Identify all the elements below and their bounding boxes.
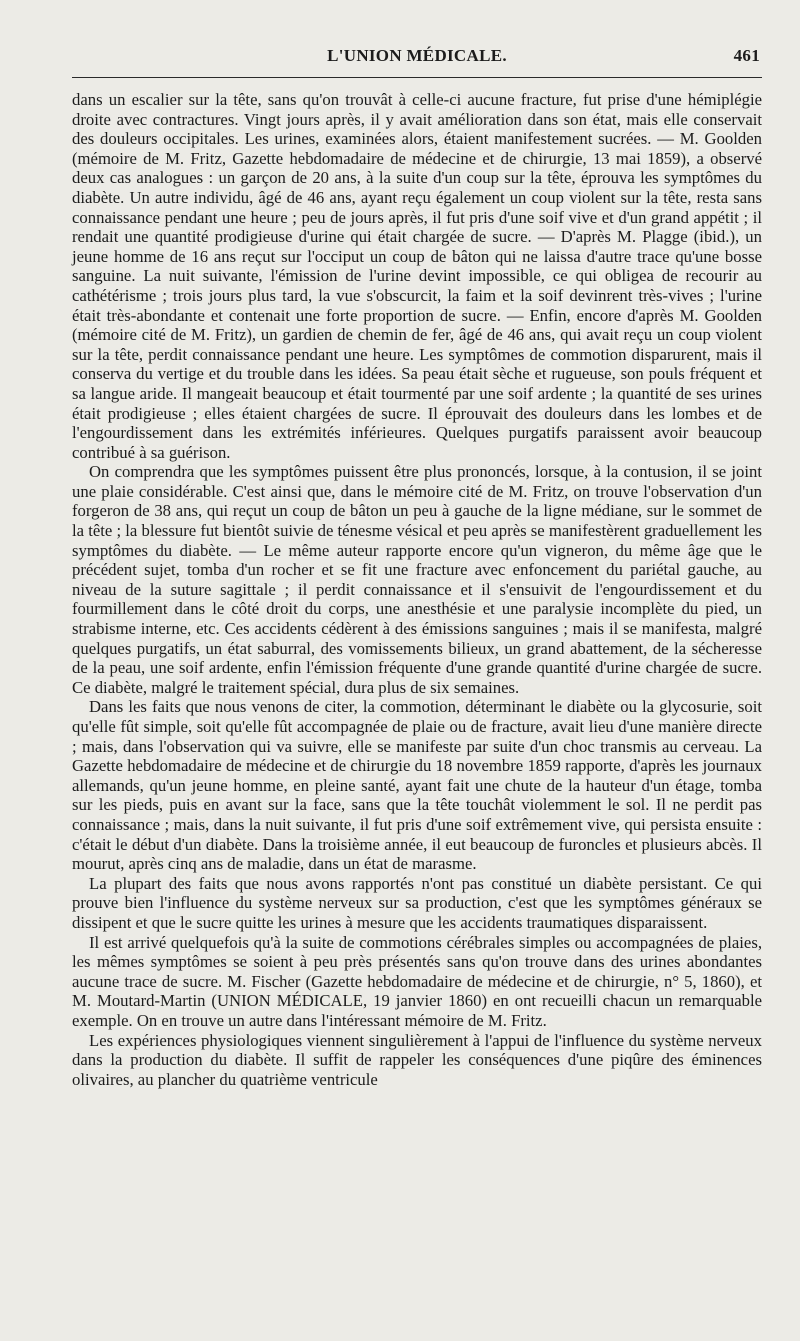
article-body xyxy=(72,90,762,1089)
paragraph-5: Il est arrivé quelquefois qu'à la suite de commotions cérébrales simples ou accompagnées de plaies, les mêmes symptômes se soient à peu près présentés sans qu'on trouve dans des urines abondantes aucune trace de sucre. M. Fischer (Gazette hebdomadaire de médecine et de chirurgie, n° 5, 1860), et M. Moutard-Martin (UNION MÉDICALE, 19 janvier 1860) en ont recueilli chacun un remarquable exemple. On en trouve un autre dans l'intéressant mémoire de M. Fritz. xyxy=(72,932,762,1030)
page-number: 461 xyxy=(733,46,760,65)
header-rule xyxy=(72,77,762,78)
paragraph-6: Les expériences physiologiques viennent singulièrement à l'appui de l'influence du système nerveux dans la production du diabète. Il suffit de rappeler les conséquences d'une piqûre des éminences olivaires, au plancher du quatrième ventricule xyxy=(72,1030,762,1089)
journal-title: L'UNION MÉDICALE. xyxy=(327,46,507,65)
paragraph-2: On comprendra que les symptômes puissent être plus prononcés, lorsque, à la contusion, il se joint une plaie considérable. C'est ainsi que, dans le mémoire cité de M. Fritz, on trouve l'observation d'un forgeron de 38 ans, qui reçut un coup de bâton un peu à gauche de la ligne médiane, sur le sommet de la tête ; la blessure fut bientôt suivie de ténesme vésical et peu après se manifestèrent graduellement les symptômes du diabète. — Le même auteur rapporte encore qu'un vigneron, du même âge que le précédent sujet, tomba d'un rocher et se fit une fracture avec enfoncement du pariétal gauche, au niveau de la suture sagittale ; il perdit connaissance et il s'ensuivit de l'engourdissement et du fourmillement dans le côté droit du corps, une anesthésie et une paralysie incomplète du pied, un strabisme interne, etc. Ces accidents cédèrent à des émissions sanguines ; mais il se manifesta, malgré quelques purgatifs, un état saburral, des vomissements bilieux, un grand abattement, de la sécheresse de la peau, une soif ardente, enfin l'émission fréquente d'une grande quantité d'urine chargée de sucre. Ce diabète, malgré le traitement spécial, dura plus de six semaines. xyxy=(72,462,762,697)
paragraph-4: La plupart des faits que nous avons rapportés n'ont pas constitué un diabète persistant. Ce qui prouve bien l'influence du système nerveux sur sa production, c'est que les symptômes généraux se dissipent et que le sucre quitte les urines à mesure que les accidents traumatiques disparaissent. xyxy=(72,873,762,932)
paragraph-3: Dans les faits que nous venons de citer, la commotion, déterminant le diabète ou la glycosurie, soit qu'elle fût simple, soit qu'elle fût accompagnée de plaie ou de fracture, avait lieu d'une manière directe ; mais, dans l'observation qui va suivre, elle se manifeste par suite d'un choc transmis au cerveau. La Gazette hebdomadaire de médecine et de chirurgie du 18 novembre 1859 rapporte, d'après les journaux allemands, qu'un jeune homme, en pleine santé, ayant fait une chute de la hauteur d'un étage, tomba sur les pieds, puis en avant sur la face, sans que la tête touchât violemment le sol. Il ne perdit pas connaissance ; mais, dans la nuit suivante, il fut pris d'une soif extrêmement vive, qui persista ensuite : c'était le début d'un diabète. Dans la troisième année, il eut beaucoup de furoncles et plusieurs abcès. Il mourut, après cinq ans de maladie, dans un état de marasme. xyxy=(72,697,762,874)
paragraph-1: dans un escalier sur la tête, sans qu'on trouvât à celle-ci aucune fracture, fut prise d'une hémiplégie droite avec contractures. Vingt jours après, il y avait amélioration dans son état, mais elle conservait des douleurs occipitales. Les urines, examinées alors, étaient manifestement sucrées. — M. Goolden (mémoire de M. Fritz, Gazette hebdomadaire de médecine et de chirurgie, 13 mai 1859), a observé deux cas analogues : un garçon de 20 ans, à la suite d'un coup sur la tête, éprouva les symptômes du diabète. Un autre individu, âgé de 46 ans, ayant reçu également un coup violent sur la tête, resta sans connaissance pendant une heure ; peu de jours après, il fut pris d'une soif vive et d'un grand appétit ; il rendait une quantité prodigieuse d'urine qui était chargée de sucre. — D'après M. Plagge (ibid.), un jeune homme de 16 ans reçut sur l'occiput un coup de bâton qui ne laissa d'autre trace qu'une bosse sanguine. La nuit suivante, l'émission de l'urine devint impossible, ce qui obligea de recourir au cathétérisme ; trois jours plus tard, la vue s'obscurcit, la faim et la soif devinrent très-vives ; l'urine était très-abondante et contenait une forte proportion de sucre. — Enfin, encore d'après M. Goolden (mémoire cité de M. Fritz), un gardien de chemin de fer, âgé de 46 ans, qui avait reçu un coup violent sur la tête, perdit connaissance pendant une heure. Les symptômes de commotion disparurent, mais il conserva du vertige et du trouble dans les idées. Sa peau était sèche et rugueuse, son pouls fréquent et sa langue aride. Il mangeait beaucoup et était tourmenté par une soif ardente ; la quantité de ses urines était prodigieuse ; elles étaient chargées de sucre. Il éprouvait des douleurs dans les lombes et de l'engourdissement dans les extrémités inférieures. Quelques purgatifs paraissent avoir beaucoup contribué à sa guérison. xyxy=(72,90,762,462)
running-header xyxy=(72,46,762,72)
